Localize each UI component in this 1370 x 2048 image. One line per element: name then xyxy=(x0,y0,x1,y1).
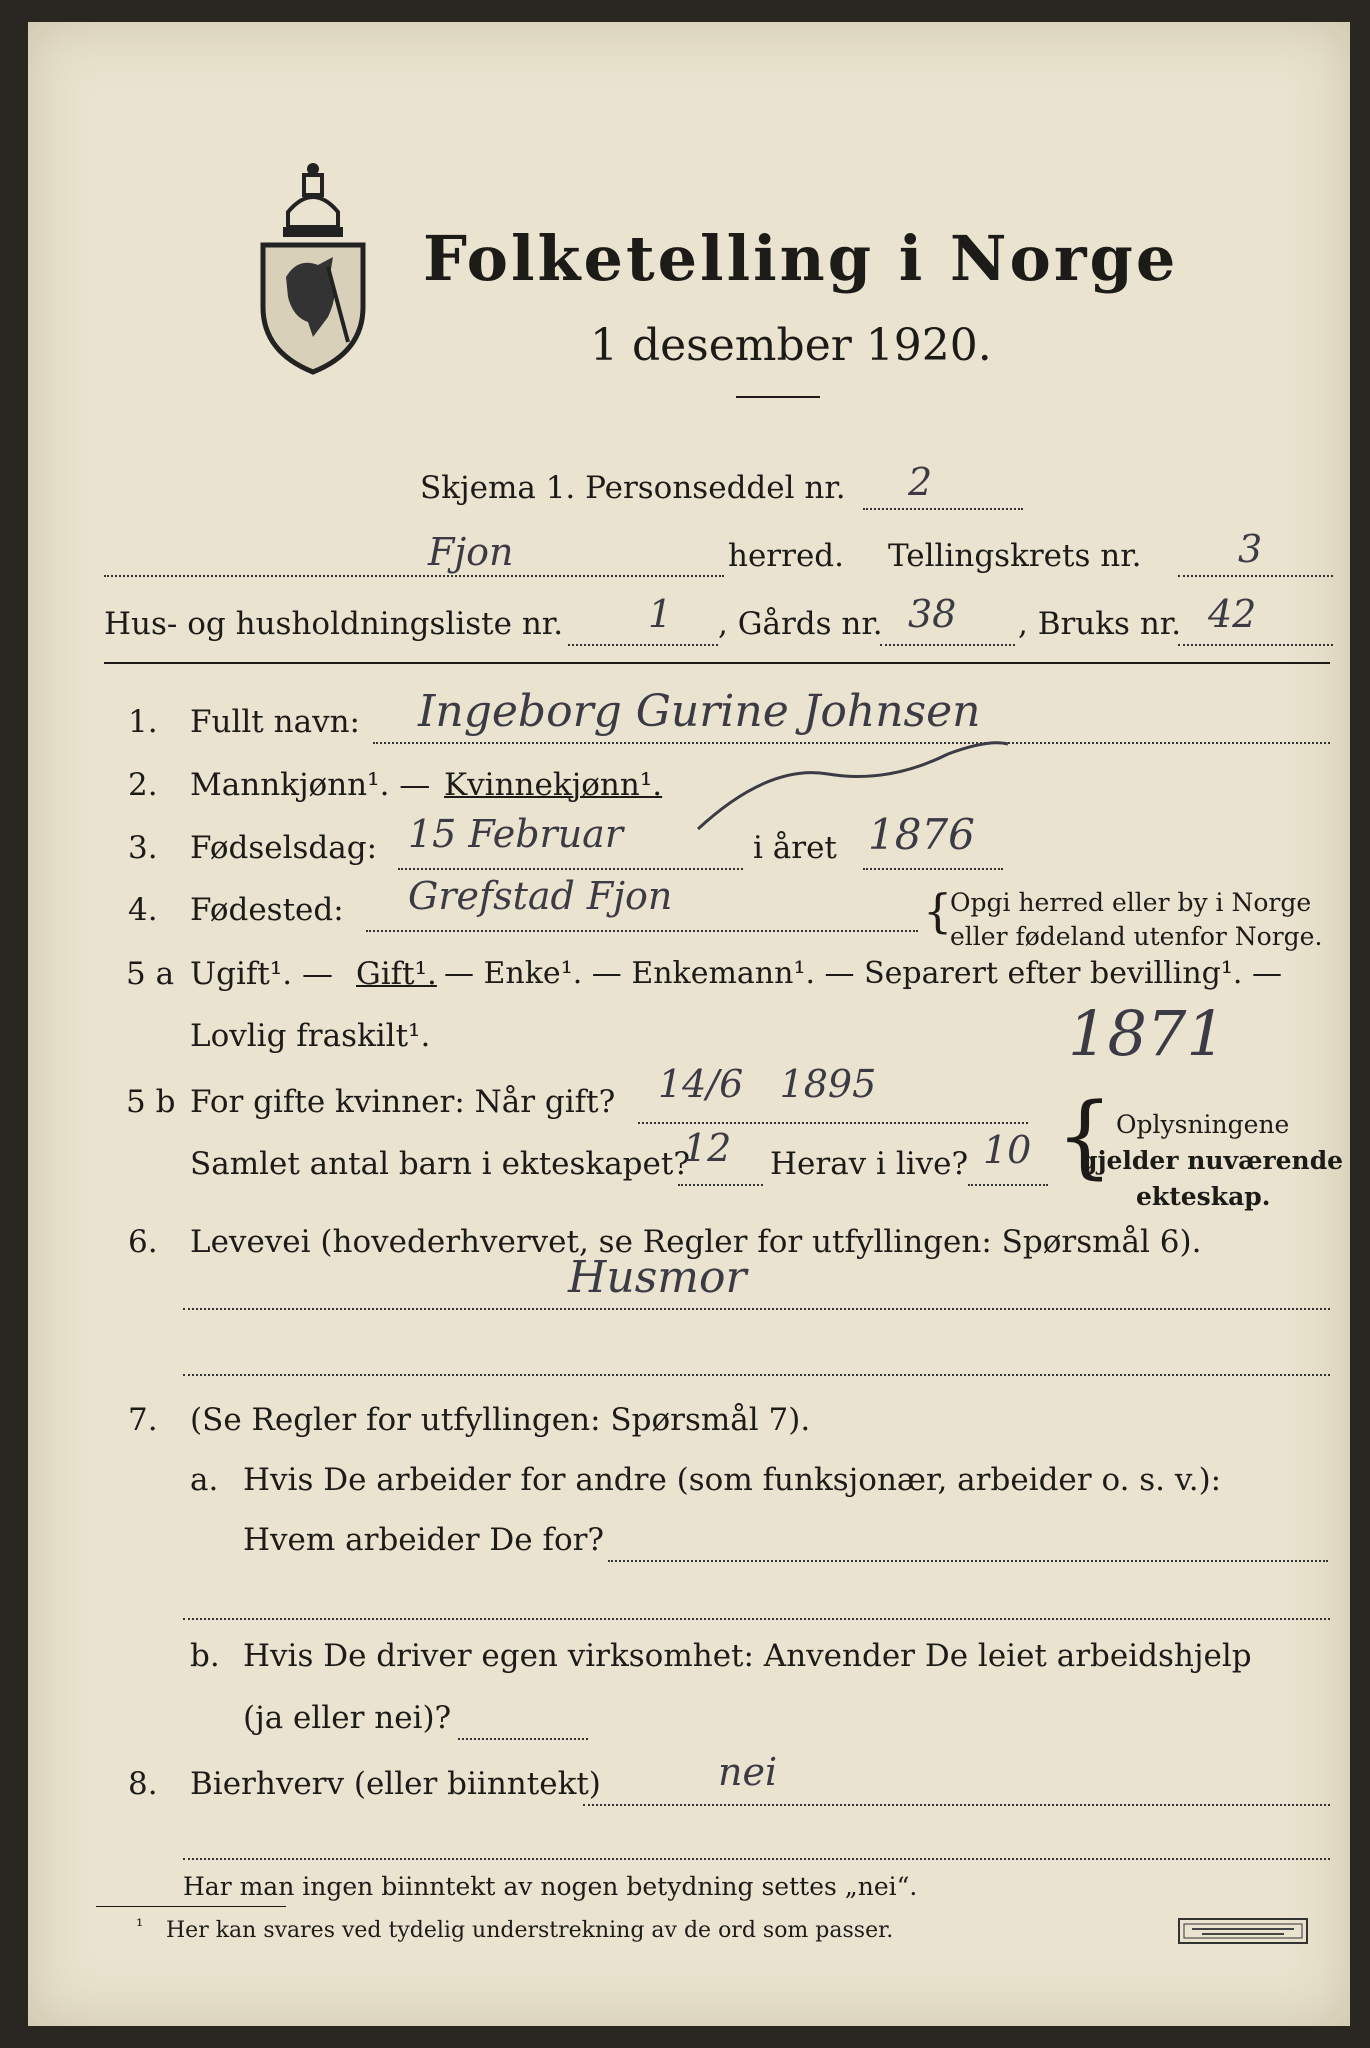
title-divider xyxy=(736,396,820,398)
census-date: 1 desember 1920. xyxy=(590,320,992,371)
occupation-value: Husmor xyxy=(568,1252,747,1303)
q3-label: Fødselsdag: xyxy=(190,830,378,866)
bruks-value: 42 xyxy=(1208,592,1257,636)
gards-value: 38 xyxy=(908,592,957,636)
q5a-rest: — Enke¹. — Enkemann¹. — Separert efter bevilling¹. — xyxy=(444,956,1282,991)
q8-number: 8. xyxy=(128,1766,158,1802)
q5b-note-3: ekteskap. xyxy=(1136,1182,1271,1211)
q5b-alive-line xyxy=(968,1184,1048,1186)
q7-number: 7. xyxy=(128,1402,158,1438)
gards-label: , Gårds nr. xyxy=(718,606,883,642)
q7a-label: Hvis De arbeider for andre (som funksjonær, arbeider o. s. v.): xyxy=(243,1462,1222,1498)
q4-brace: { xyxy=(923,884,953,938)
q3-line xyxy=(398,868,743,870)
husliste-line xyxy=(568,644,718,646)
q6-label: Levevei (hovederhvervet, se Regler for utfyllingen: Spørsmål 6). xyxy=(190,1224,1202,1260)
bruks-label: , Bruks nr. xyxy=(1018,606,1182,642)
q6-line-2 xyxy=(183,1374,1330,1376)
personseddel-number: 2 xyxy=(908,460,933,504)
husliste-value: 1 xyxy=(648,592,673,636)
footnote-mark: ¹ xyxy=(136,1916,144,1937)
printer-stamp-icon xyxy=(1178,1918,1308,1944)
q6-line-1 xyxy=(183,1308,1330,1310)
q5b-children-label: Samlet antal barn i ekteskapet? xyxy=(190,1146,690,1182)
q2-female-underlined: Kvinnekjønn¹. xyxy=(444,767,663,803)
footnote-text: Her kan svares ved tydelig understrekning av de ord som passer. xyxy=(166,1918,894,1943)
q7b-line2: (ja eller nei)? xyxy=(243,1700,452,1736)
q4-line xyxy=(366,930,918,932)
birthday-value: 15 Februar xyxy=(408,812,623,856)
q5b-brace: { xyxy=(1056,1084,1114,1189)
q5a-line2: Lovlig fraskilt¹. xyxy=(190,1018,431,1054)
q4-label: Fødested: xyxy=(190,892,344,928)
q7a-line2: Hvem arbeider De for? xyxy=(243,1522,605,1558)
q4-note-2: eller fødeland utenfor Norge. xyxy=(950,922,1323,951)
q7a-line xyxy=(608,1560,1328,1562)
form-title: Folketelling i Norge xyxy=(423,222,1179,295)
q7b-label: Hvis De driver egen virksomhet: Anvender De leiet arbeidshjelp xyxy=(243,1638,1252,1674)
full-name-value: Ingeborg Gurine Johnsen xyxy=(418,686,981,737)
herred-label: herred. xyxy=(728,538,844,574)
q7a-extra-line xyxy=(183,1618,1330,1620)
q5b-line xyxy=(638,1122,1028,1124)
birthplace-value: Grefstad Fjon xyxy=(408,874,673,918)
q2-number: 2. xyxy=(128,767,158,803)
birth-year-value: 1876 xyxy=(868,810,975,859)
q5a-ugift: Ugift¹. — xyxy=(190,956,333,992)
header-rule xyxy=(104,662,1330,664)
schema-line xyxy=(863,508,1023,510)
tellingskrets-value: 3 xyxy=(1238,527,1263,571)
q1-label: Fullt navn: xyxy=(190,704,360,740)
tellingskrets-line xyxy=(1178,575,1333,577)
q3-number: 3. xyxy=(128,830,158,866)
q3-year-label: i året xyxy=(753,830,837,866)
q4-number: 4. xyxy=(128,892,158,928)
q7-label: (Se Regler for utfyllingen: Spørsmål 7). xyxy=(190,1402,811,1438)
q5a-margin-note: 1871 xyxy=(1068,997,1226,1070)
q6-number: 6. xyxy=(128,1224,158,1260)
q5b-children-line xyxy=(678,1184,763,1186)
side-income-value: nei xyxy=(718,1750,778,1794)
footnote-rule xyxy=(96,1906,286,1907)
q7b-line xyxy=(458,1738,588,1740)
gards-line xyxy=(880,644,1015,646)
q8-extra-line xyxy=(183,1858,1330,1860)
herred-value: Fjon xyxy=(428,530,514,574)
q4-note-1: Opgi herred eller by i Norge xyxy=(950,888,1312,917)
bruks-line xyxy=(1178,644,1333,646)
q5a-number: 5 a xyxy=(126,956,175,992)
marriage-date-value: 14/6 1895 xyxy=(658,1062,877,1106)
q2-male: Mannkjønn¹. — xyxy=(190,767,431,803)
q5b-note-2: gjelder nuværende xyxy=(1080,1146,1344,1175)
tellingskrets-label: Tellingskrets nr. xyxy=(888,538,1142,574)
children-count-value: 12 xyxy=(683,1126,732,1170)
herred-line xyxy=(104,575,724,577)
q5b-label: For gifte kvinner: Når gift? xyxy=(190,1084,616,1120)
q5b-alive-label: Herav i live? xyxy=(770,1146,969,1182)
q7a-number: a. xyxy=(190,1462,219,1498)
children-alive-value: 10 xyxy=(983,1128,1032,1172)
biinntekt-note: Har man ingen biinntekt av nogen betydning settes „nei“. xyxy=(183,1872,918,1901)
q1-number: 1. xyxy=(128,704,158,740)
q7b-number: b. xyxy=(190,1638,220,1674)
census-form xyxy=(28,22,1350,2026)
q8-label: Bierhverv (eller biinntekt) xyxy=(190,1766,601,1802)
schema-label: Skjema 1. Personseddel nr. xyxy=(420,470,846,506)
q5b-number: 5 b xyxy=(126,1084,176,1120)
q5a-gift-underlined: Gift¹. xyxy=(356,956,437,992)
q8-line xyxy=(583,1804,1330,1806)
q5b-note-1: Oplysningene xyxy=(1116,1110,1290,1139)
husliste-label: Hus- og husholdningsliste nr. xyxy=(104,606,564,642)
norway-coat-of-arms-icon xyxy=(258,157,368,377)
q3-year-line xyxy=(863,868,1003,870)
